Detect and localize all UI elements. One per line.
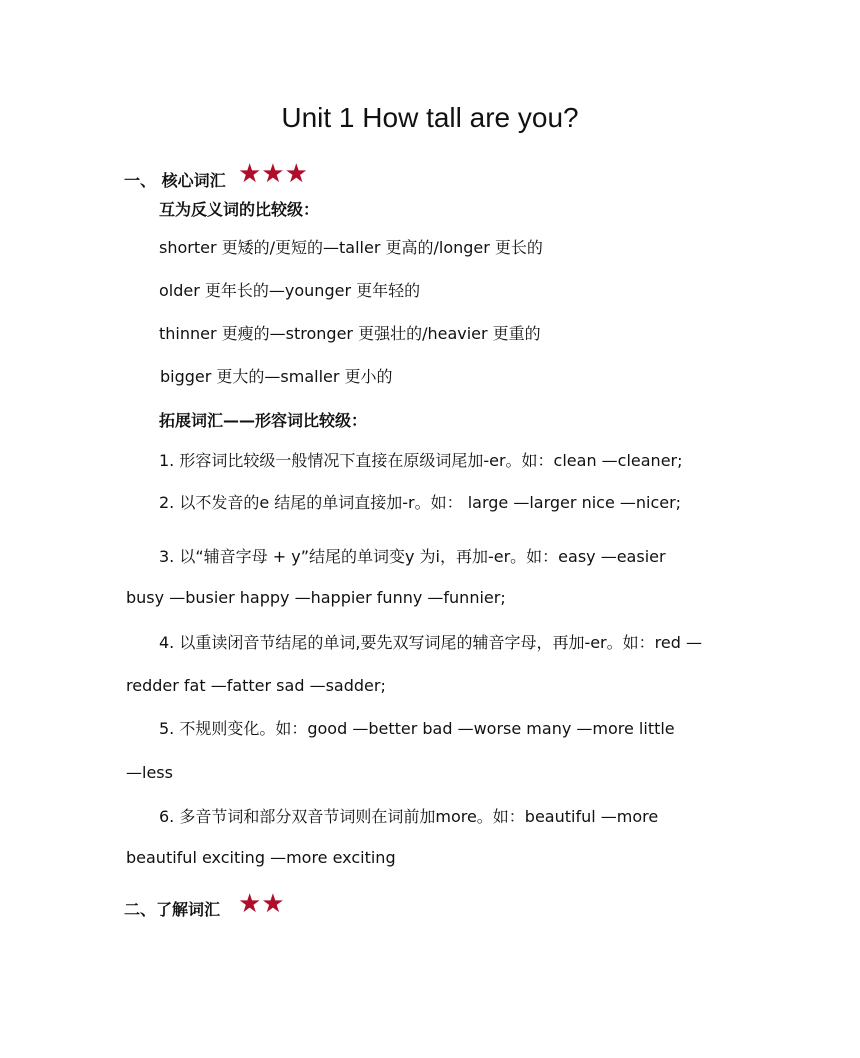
antonym-pair-line: bigger 更大的—smaller 更小的 [160, 367, 393, 386]
subheading-antonym-comparatives: 互为反义词的比较级： [159, 200, 320, 219]
rule-line: 1. 形容词比较级一般情况下直接在原级词尾加-er。如：clean —cleaner; [159, 451, 683, 470]
section-heading-know-vocab: 二、了解词汇 [124, 900, 221, 919]
rule-line: 6. 多音节词和部分双音节词则在词前加more。如：beautiful —more [159, 807, 659, 826]
antonym-pair-line: shorter 更矮的/更短的—taller 更高的/longer 更长的 [159, 238, 543, 257]
rule-line: 3. 以“辅音字母 + y”结尾的单词变y 为i，再加-er。如：easy —easier [159, 547, 666, 566]
subheading-extended-vocab: 拓展词汇——形容词比较级： [159, 411, 368, 430]
rule-line: 5. 不规则变化。如：good —better bad —worse many —more little [159, 719, 675, 738]
section-heading-core-vocab: 一、 核心词汇 [124, 171, 226, 190]
two-star-icon: ★★ [238, 889, 285, 919]
rule-line: redder fat —fatter sad —sadder; [126, 676, 386, 695]
three-star-icon: ★★★ [238, 159, 308, 189]
page-title: Unit 1 How tall are you? [281, 102, 579, 133]
rule-line: busy —busier happy —happier funny —funnier; [126, 588, 506, 607]
antonym-pair-line: thinner 更瘦的—stronger 更强壮的/heavier 更重的 [159, 324, 541, 343]
rule-line: 4. 以重读闭音节结尾的单词,要先双写词尾的辅音字母，再加-er。如：red — [159, 633, 702, 652]
antonym-pair-line: older 更年长的—younger 更年轻的 [159, 281, 421, 300]
rule-line: beautiful exciting —more exciting [126, 848, 396, 867]
rule-line: 2. 以不发音的e 结尾的单词直接加-r。如： large —larger nice —nicer; [159, 493, 682, 512]
rule-line: —less [126, 763, 173, 782]
